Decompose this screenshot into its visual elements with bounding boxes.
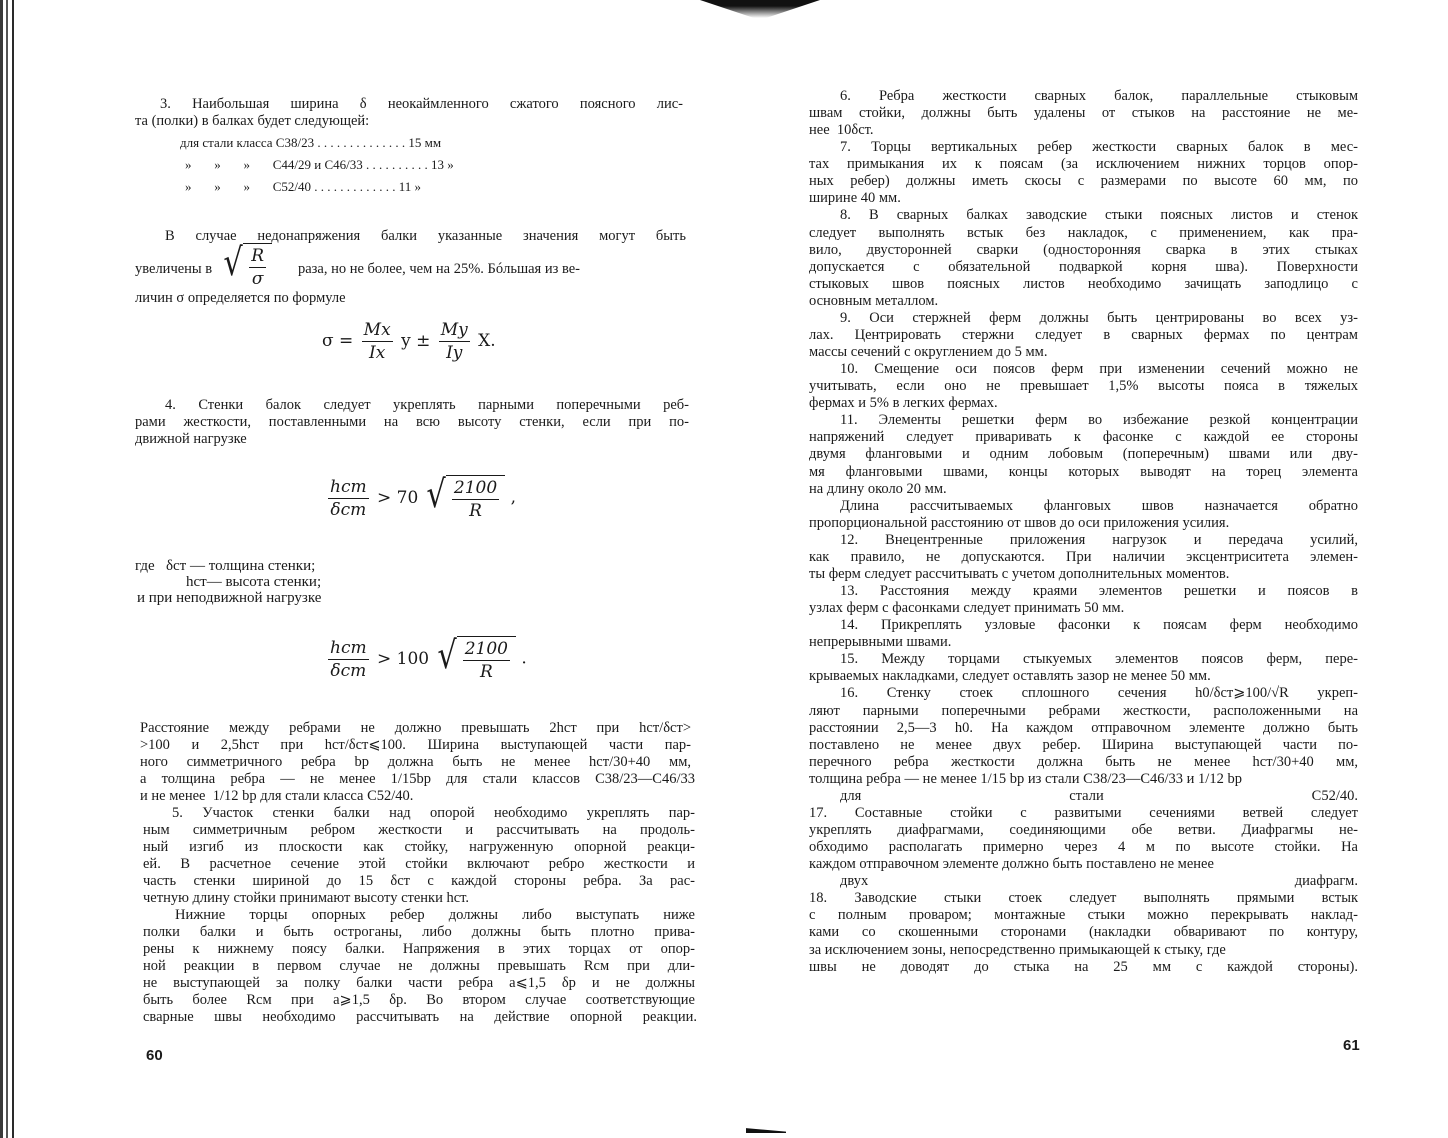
- text-line: 9. Оси стержней ферм должны быть центрированы во всех уз-: [840, 310, 1358, 326]
- formula-relation: > 70: [377, 488, 419, 508]
- text-line: основным металлом.: [809, 293, 939, 309]
- text-line: ей. В расчетное сечение этой стойки включают ребро жесткости и: [143, 856, 695, 872]
- radical-denominator: R: [469, 501, 482, 521]
- text-line: нее 10δст.: [809, 122, 874, 138]
- text-line: за исключением зоны, непосредственно примыкающей к стыку, где: [809, 942, 1226, 958]
- book-gutter-shadow: [700, 0, 820, 18]
- text-line: 6. Ребра жесткости сварных балок, параллельные стыковым: [840, 88, 1358, 104]
- text-line: как правило, не допускаются. При наличии эксцентриситета элемен-: [809, 549, 1358, 565]
- formula-lhs: σ =: [322, 331, 354, 351]
- text-line: стыковых швов поясных листов необходимо зачищать заподлицо с: [809, 276, 1358, 292]
- formula-end: X.: [478, 331, 496, 351]
- text-line: рены к нижнему поясу балки. Напряжения в этих торцах от опор-: [143, 941, 695, 957]
- text-line: перечного ребра жесткости должна быть не менее hст/30+40 мм,: [809, 754, 1358, 770]
- text-line: тах примыкания их к поясам (за исключением нижних торцов опор-: [809, 156, 1358, 172]
- stiffener-formula-fixed-load: $\frac{\text{hст}}{\text{δст}}$ > 100 √ $\frac{2100}{R}$ .: [330, 633, 527, 682]
- text-line: непрерывными швами.: [809, 634, 952, 650]
- text-line: напряжений следует приваривать к фасонке с каждой ее стороны: [809, 429, 1358, 445]
- formula-middle: y ±: [401, 331, 431, 351]
- text-line: с полным проваром; монтажные стыки можно перекрывать наклад-: [809, 907, 1358, 923]
- text-line: толщина ребра — не менее 1/15 bр из стали С38/23—С46/33 и 1/12 bр: [809, 771, 1242, 787]
- formula-end: ,: [510, 487, 516, 508]
- text-line-with-radical: [135, 240, 691, 289]
- text-line: укреплять диафрагмами, соединяющими обе ветви. Диафрагмы не-: [809, 822, 1358, 838]
- table-row: для стали класса С38/23 . . . . . . . . . . . . . . 15 мм: [180, 135, 442, 150]
- text-line: лах. Центрировать стержни следует в сварных фермах по центрам: [809, 327, 1358, 343]
- text-line: 14. Прикреплять узловые фасонки к поясам ферм необходимо: [840, 617, 1358, 633]
- text-line: учитывать, если оно не превышает 1,5% высоты пояса в тяжелых: [809, 378, 1358, 394]
- radical-numerator: 2100: [464, 639, 508, 659]
- radical-denominator: σ: [251, 269, 264, 289]
- text-line: Длина рассчитываемых фланговых швов назначается обратно: [840, 498, 1358, 514]
- text-line: личин σ определяется по формуле: [135, 290, 346, 306]
- text-line: двух диафрагм.: [840, 873, 1358, 889]
- text-line: следует выполнять встык без накладок, с применением, как пра-: [809, 225, 1358, 241]
- text-line: каждом отправочном элементе должно быть поставлено не менее: [809, 856, 1214, 872]
- text-line: швы не доводят до стыка на 25 мм с каждой стороны).: [809, 959, 1358, 975]
- text-line: массы сечений с округлением до 5 мм.: [809, 344, 1048, 360]
- text-line: Расстояние между ребрами не должно превышать 2hст при hст/δст>: [140, 720, 691, 736]
- text-line: 11. Элементы решетки ферм во избежание резкой концентрации: [840, 412, 1358, 428]
- radical-numerator: R: [251, 246, 265, 266]
- formula-end: .: [521, 648, 527, 669]
- text-line: швам стойки, должны быть удалены от стыков на расстояние не ме-: [809, 105, 1358, 121]
- text-line: для стали С52/40.: [840, 788, 1358, 804]
- formula-numerator: hст: [330, 637, 367, 658]
- text-line: расстоянии 2,5—3 h0. На каждом отправочном элементе должно быть: [809, 720, 1358, 736]
- table-row: » » » С52/40 . . . . . . . . . . . . . 11 »: [185, 179, 422, 194]
- text-line: ками со скошенными сторонами (накладки обваривают по контуру,: [809, 924, 1358, 940]
- text-line: ширине 40 мм.: [809, 190, 901, 206]
- radical-numerator: 2100: [453, 478, 498, 498]
- text-line: hст— высота стенки;: [186, 574, 322, 590]
- text-line: 15. Между торцами стыкуемых элементов поясов ферм, пере-: [840, 651, 1358, 667]
- table-row: » » » С44/29 и С46/33 . . . . . . . . . . 13 »: [185, 157, 454, 172]
- text-line: 16. Стенку стоек сплошного сечения h0/δст⩾100/√R укреп-: [840, 685, 1358, 701]
- text-line: крываемых накладками, следует оставлять зазор не менее 50 мм.: [809, 668, 1211, 684]
- radical-r-over-sigma: √ $\frac{R}{\sigma}$: [221, 243, 272, 289]
- bookmark-ribbon: [746, 1126, 786, 1133]
- text-line: ты ферм следует рассчитывать с учетом дополнительных моментов.: [809, 566, 1230, 582]
- text-line: 3. Наибольшая ширина δ неокаймленного сжатого поясного лис-: [160, 96, 683, 112]
- text-line: и при неподвижной нагрузке: [137, 590, 322, 606]
- page-number: 61: [1343, 1037, 1360, 1054]
- text-line: 4. Стенки балок следует укреплять парными поперечными реб-: [165, 397, 689, 413]
- text-line: 17. Составные стойки с развитыми сечениями ветвей следует: [809, 805, 1358, 821]
- text-line: >100 и 2,5hст при hст/δст⩽100. Ширина выступающей части пар-: [140, 737, 691, 753]
- text-line: и не менее 1/12 bр для стали класса С52/40.: [140, 788, 414, 804]
- page-number: 60: [146, 1047, 163, 1064]
- text-line: 5. Участок стенки балки над опорой необходимо укреплять пар-: [172, 805, 695, 821]
- text-line: вило, двусторонней сварки (односторонняя сварка в этих стыках: [809, 242, 1358, 258]
- text-line: четную длину стойки принимают высоту стенки hст.: [143, 890, 470, 906]
- text-line: двумя фланговыми и одним лобовым (поперечным) швами или дву-: [809, 446, 1358, 462]
- formula-denominator: Iy: [446, 343, 463, 363]
- text-line: ляют парными поперечными ребрами жесткости, расположенными на: [809, 703, 1358, 719]
- text-line: ной реакции в первом случае не должны превышать Rсм при дли-: [143, 958, 695, 974]
- formula-numerator: My: [440, 320, 468, 340]
- text-line: обходимо располагать примерно через 4 м по высоте стойки. На: [809, 839, 1358, 855]
- text-line: а толщина ребра — не менее 1/15bр для стали классов С38/23—С46/33: [140, 771, 695, 787]
- text-line: часть стенки шириной до 15 δст с каждой стороны ребра. За рас-: [143, 873, 695, 889]
- text-line: рами жесткости, поставленными на всю высоту стенки, если при по-: [135, 414, 689, 430]
- text-line: 7. Торцы вертикальных ребер жесткости сварных балок в мес-: [840, 139, 1358, 155]
- text-line: не выступающей за полку балки части ребра a⩽1,5 δр и не должны: [143, 975, 695, 991]
- text-line: ного симметричного ребра bр должна быть не менее hст/30+40 мм,: [140, 754, 691, 770]
- formula-relation: > 100: [377, 649, 430, 669]
- formula-denominator: Ix: [369, 343, 386, 363]
- text-line: мя фланговыми швами, концы которых выводят на торец элемента: [809, 464, 1358, 480]
- text-line: движной нагрузке: [135, 431, 247, 447]
- text-line: где δст — толщина стенки;: [135, 558, 316, 574]
- text-line: сварные швы необходимо рассчитывать на действие опорной реакции.: [143, 1009, 697, 1025]
- formula-numerator: Mx: [363, 320, 391, 340]
- text-line: Нижние торцы опорных ребер должны либо выступать ниже: [175, 907, 695, 923]
- text-line: ный изгиб из плоскости как стойку, нагруженную опорной реакци-: [143, 839, 695, 855]
- text-fragment: раза, но не более, чем на 25%. Бóльшая из ве-: [298, 261, 580, 277]
- formula-denominator: δст: [330, 660, 367, 681]
- text-line: полки балки и быть остроганы, либо должны быть плотно прива-: [143, 924, 695, 940]
- text-fragment: увеличены в: [135, 261, 213, 277]
- text-line: В случае недонапряжения балки указанные значения могут быть: [165, 228, 686, 244]
- radical-denominator: R: [479, 662, 493, 682]
- text-line: узлах ферм с фасонками следует принимать 50 мм.: [809, 600, 1125, 616]
- text-line: пропорциональной расстоянию от швов до оси приложения усилия.: [809, 515, 1230, 531]
- text-line: 13. Расстояния между краями элементов решетки и поясов в: [840, 583, 1358, 599]
- stress-formula: [322, 320, 496, 363]
- text-line: фермах и 5% в легких фермах.: [809, 395, 998, 411]
- text-line: поставлено не менее двух ребер. Ширина выступающей части по-: [809, 737, 1358, 753]
- stiffener-formula-moving-load: $\frac{\text{hст}}{\text{δст}}$ > 70 √ $\frac{2100}{R}$ ,: [330, 472, 516, 521]
- formula-denominator: δст: [330, 499, 367, 520]
- text-line: 8. В сварных балках заводские стыки поясных листов и стенок: [840, 207, 1358, 223]
- formula-numerator: hст: [330, 476, 367, 497]
- text-line: ным симметричным ребром жесткости и рассчитывать на продоль-: [143, 822, 695, 838]
- text-line: ных ребер) должны иметь скосы с размерами по высоте 60 мм, по: [809, 173, 1358, 189]
- text-line: 12. Внецентренные приложения нагрузок и передача усилий,: [840, 532, 1358, 548]
- text-line: быть более Rсм при a⩾1,5 δр. Во втором случае соответствующие: [143, 992, 695, 1008]
- text-line: допускается с обязательной подваркой корня шва). Поверхности: [809, 259, 1358, 275]
- text-line: та (полки) в балках будет следующей:: [135, 113, 370, 129]
- text-line: 18. Заводские стыки стоек следует выполнять прямыми встык: [809, 890, 1358, 906]
- text-line: 10. Смещение оси поясов ферм при изменении сечений можно не: [840, 361, 1358, 377]
- book-binding-edge: [0, 0, 22, 1138]
- text-line: на длину около 20 мм.: [809, 481, 947, 497]
